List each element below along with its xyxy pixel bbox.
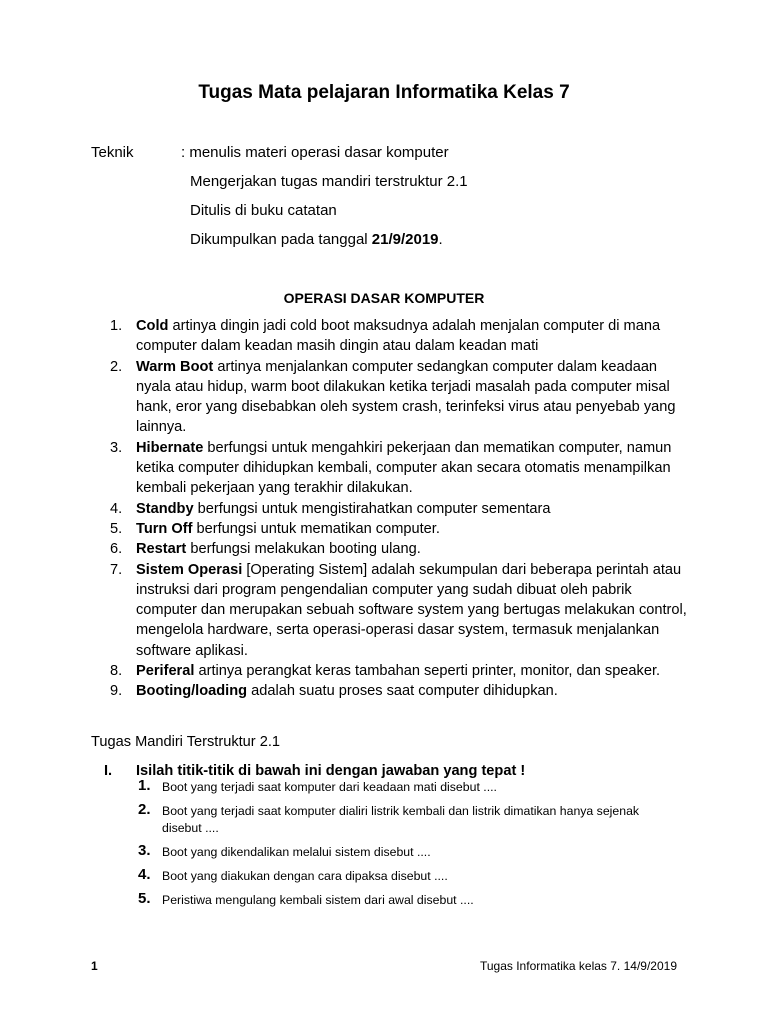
question-item	[136, 868, 676, 885]
document-title: Tugas Mata pelajaran Informatika Kelas 7	[198, 82, 570, 103]
list-item	[110, 519, 690, 539]
question-text: Boot yang terjadi saat komputer dari keadaan mati disebut ....	[162, 780, 497, 794]
list-item-term: Cold	[136, 318, 169, 334]
list-item	[110, 357, 690, 438]
teknik-line-2: Mengerjakan tugas mandiri terstruktur 2.1	[190, 173, 468, 190]
list-item-term: Restart	[136, 541, 187, 558]
list-item	[110, 499, 690, 519]
list-item-number: 5.	[110, 520, 123, 537]
footer-text: Tugas Informatika kelas 7. 14/9/2019	[479, 959, 677, 973]
instruction-line	[104, 761, 525, 781]
list-item	[110, 661, 690, 681]
question-text: Boot yang dikendalikan melalui sistem disebut ....	[162, 845, 431, 859]
question-text: Boot yang diakukan dengan cara dipaksa disebut ....	[162, 869, 448, 883]
list-item	[110, 438, 690, 499]
list-item-number: 1.	[110, 318, 123, 334]
list-item-term: Hibernate	[136, 439, 204, 456]
list-item-text: berfungsi melakukan booting ulang.	[186, 541, 421, 558]
list-item-term: Turn Off	[136, 520, 193, 537]
instruction-roman-numeral: I.	[104, 763, 113, 779]
list-item-number: 7.	[110, 561, 123, 578]
question-item	[136, 892, 676, 909]
list-item-text: adalah suatu proses saat computer dihidupkan.	[247, 683, 558, 700]
list-item-term: Booting/loading	[136, 683, 248, 700]
list-item-term: Warm Boot	[136, 358, 214, 375]
teknik-line-4	[190, 230, 443, 250]
question-item	[136, 779, 676, 796]
teknik-line-4-suffix: .	[438, 231, 443, 248]
section-heading: OPERASI DASAR KOMPUTER	[283, 290, 485, 306]
question-text: Peristiwa mengulang kembali sistem dari awal disebut ....	[162, 893, 474, 907]
list-item-number: 9.	[110, 683, 123, 700]
list-item	[110, 681, 690, 701]
list-item-number: 6.	[110, 541, 123, 558]
page-number: 1	[91, 959, 98, 973]
list-item-number: 2.	[110, 358, 123, 375]
question-number: 5.	[138, 890, 151, 907]
assignment-heading: Tugas Mandiri Terstruktur 2.1	[91, 734, 280, 750]
list-item	[110, 560, 690, 661]
question-item	[136, 844, 676, 861]
list-item-term: Sistem Operasi	[136, 561, 243, 578]
list-item-text: berfungsi untuk mematikan computer.	[192, 520, 440, 537]
list-item-text: artinya dingin jadi cold boot maksudnya adalah menjalan computer di mana computer dalam keadan masih dingin atau dalam keadan mati	[136, 318, 661, 355]
teknik-line-4-prefix: Dikumpulkan pada tanggal	[190, 231, 372, 248]
question-number: 1.	[138, 777, 151, 794]
list-item-text: [Operating Sistem] adalah sekumpulan dari beberapa perintah atau instruksi dari program pengendalian computer yang sudah dibuat oleh pabrik computer dan merupakan sebuah software system yang bertugas melakukan control, mengelola hardware, serta operasi-operasi dasar system, termasuk menjalankan software aplikasi.	[136, 561, 687, 659]
list-item	[110, 316, 690, 357]
teknik-line-3: Ditulis di buku catatan	[190, 202, 337, 219]
question-list	[136, 779, 676, 916]
list-item-term: Periferal	[136, 663, 195, 680]
definition-list	[110, 316, 690, 702]
list-item-term: Standby	[136, 500, 194, 517]
list-item-text: berfungsi untuk mengistirahatkan computer sementara	[193, 500, 551, 517]
list-item-number: 3.	[110, 439, 123, 456]
question-item	[136, 803, 676, 837]
list-item-number: 4.	[110, 500, 123, 517]
list-item-number: 8.	[110, 663, 123, 680]
submission-date: 21/9/2019	[371, 231, 439, 248]
question-number: 4.	[138, 866, 151, 883]
teknik-label: Teknik	[91, 144, 134, 161]
teknik-line-1: : menulis materi operasi dasar komputer	[181, 144, 449, 161]
instruction-text: Isilah titik-titik di bawah ini dengan jawaban yang tepat !	[136, 763, 526, 779]
list-item-text: berfungsi untuk mengahkiri pekerjaan dan mematikan computer, namun ketika computer dihidupkan kembali, computer akan secara otomatis menampilkan kembali pekerjaan yang terakhir dilakukan.	[136, 439, 672, 497]
list-item-text: artinya perangkat keras tambahan seperti printer, monitor, dan speaker.	[194, 663, 661, 680]
question-number: 2.	[138, 801, 151, 818]
list-item	[110, 539, 690, 559]
question-text: Boot yang terjadi saat komputer dialiri listrik kembali dan listrik dimatikan hanya sejenak disebut ....	[162, 804, 640, 835]
question-number: 3.	[138, 842, 151, 859]
list-item-text: artinya menjalankan computer sedangkan computer dalam keadaan nyala atau hidup, warm boot dilakukan ketika terjadi masalah pada computer misal hank, eror yang disebabkan oleh system crash, terinfeksi virus atau penyebab yang lainnya.	[136, 358, 676, 436]
